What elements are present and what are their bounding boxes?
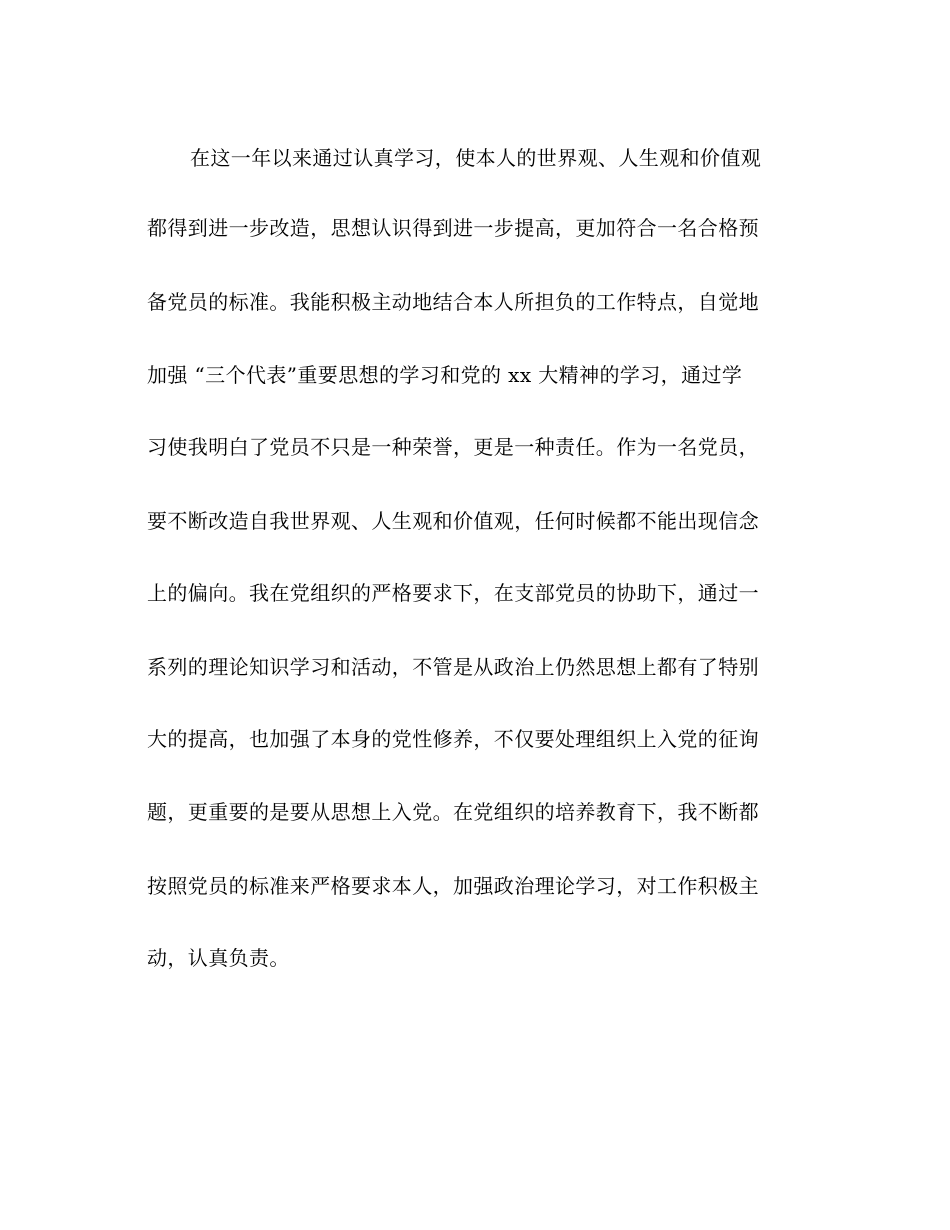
paragraph-line: 上的偏向。我在党组织的严格要求下，在支部党员的协助下，通过一 — [147, 581, 759, 605]
paragraph-line: 加强 “三个代表”重要思想的学习和党的 xx 大精神的学习，通过学 — [147, 363, 743, 387]
paragraph-line: 动，认真负责。 — [147, 946, 290, 970]
paragraph-line: 都得到进一步改造，思想认识得到进一步提高，更加符合一名合格预 — [147, 216, 759, 240]
paragraph-line: 在这一年以来通过认真学习，使本人的世界观、人生观和价值观 — [190, 146, 762, 170]
paragraph-line: 大的提高，也加强了本身的党性修养，不仅要处理组织上入党的征询 — [147, 727, 759, 751]
paragraph-line: 按照党员的标准来严格要求本人，加强政治理论学习，对工作积极主 — [147, 874, 759, 898]
paragraph-line: 习使我明白了党员不只是一种荣誉，更是一种责任。作为一名党员， — [147, 435, 759, 459]
paragraph-line: 系列的理论知识学习和活动，不管是从政治上仍然思想上都有了特别 — [147, 655, 759, 679]
paragraph-line: 要不断改造自我世界观、人生观和价值观，任何时候都不能出现信念 — [147, 509, 759, 533]
paragraph-line: 备党员的标准。我能积极主动地结合本人所担负的工作特点，自觉地 — [147, 290, 759, 314]
paragraph-line: 题，更重要的是要从思想上入党。在党组织的培养教育下，我不断都 — [147, 800, 759, 824]
